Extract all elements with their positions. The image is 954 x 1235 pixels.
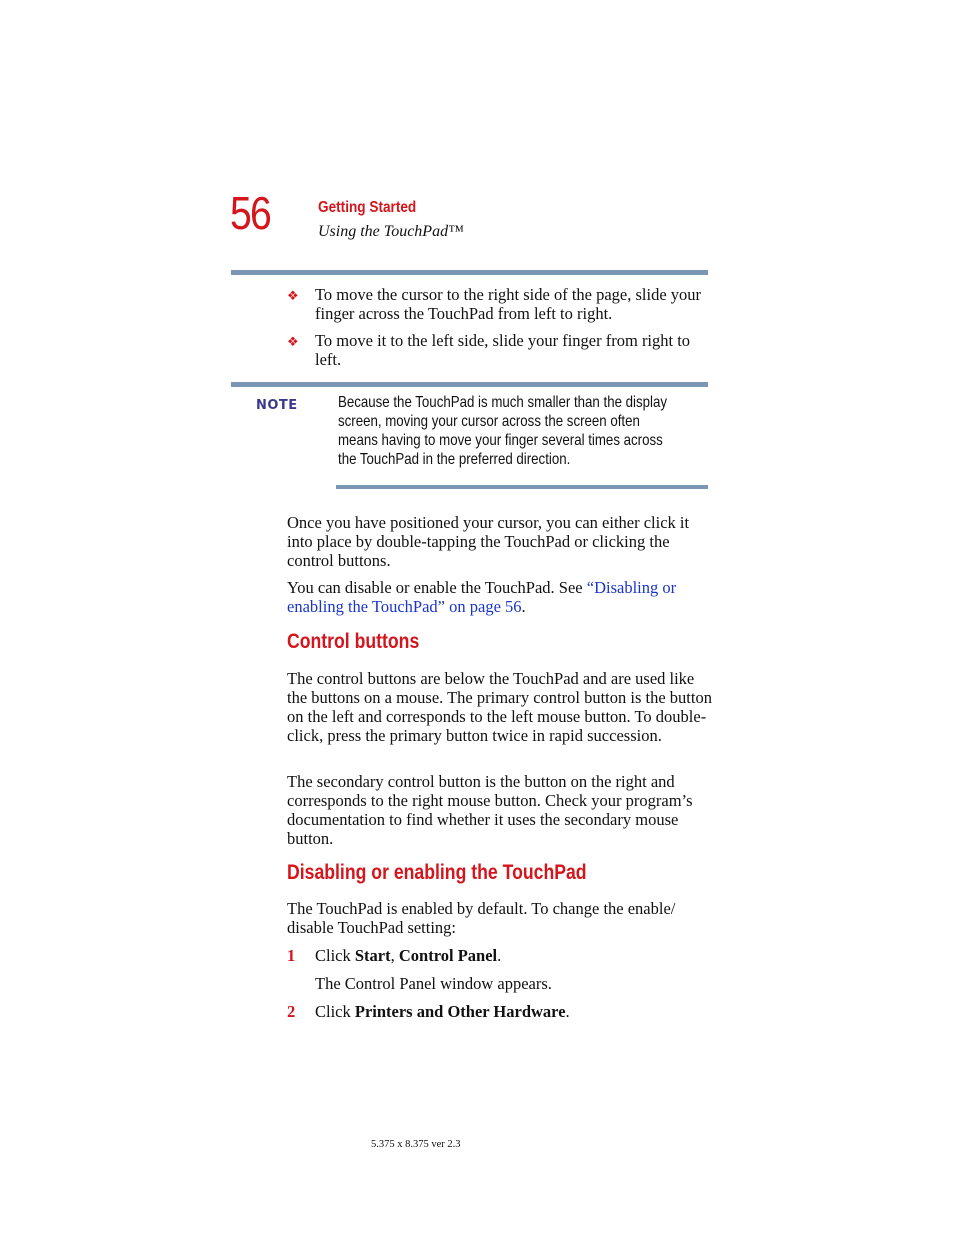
- diamond-bullet-icon: ❖: [287, 334, 299, 349]
- note-bottom-divider: [336, 485, 708, 489]
- ui-term-start: Start: [354, 946, 391, 965]
- step-separator: ,: [390, 946, 399, 965]
- cross-reference-link[interactable]: “Disabling or enabling the TouchPad” on page 56: [287, 578, 677, 616]
- step-suffix: .: [497, 946, 502, 965]
- chapter-title: Getting Started: [318, 199, 417, 216]
- ui-term-printers-hardware: Printers and Other Hardware: [354, 1002, 566, 1021]
- paragraph: Once you have positioned your cursor, you can either click it into place by double-tapping the TouchPad or clicking the control buttons.: [287, 513, 690, 570]
- paragraph: The control buttons are below the TouchPad and are used like the buttons on a mouse. The primary control button is the button on the left and corresponds to the left mouse button. To double-click, press the primary button twice in rapid succession.: [287, 669, 712, 745]
- paragraph: The TouchPad is enabled by default. To change the enable/ disable TouchPad setting:: [287, 899, 676, 937]
- paragraph: The secondary control button is the button on the right and corresponds to the right mouse button. Check your program’s documentation to find whether it uses the secondary mouse button.: [287, 772, 693, 848]
- page-number: 56: [230, 187, 271, 239]
- paragraph-text: You can disable or enable the TouchPad. See: [287, 578, 587, 597]
- note-text: Because the TouchPad is much smaller than the display screen, moving your cursor across the screen often means having to move your finger several times across the TouchPad in the preferred direction.: [338, 394, 667, 468]
- step-number: 2: [287, 1002, 296, 1021]
- diamond-bullet-icon: ❖: [287, 288, 299, 303]
- heading-control-buttons: Control buttons: [287, 630, 420, 653]
- bullet-item: [287, 285, 717, 325]
- paragraph-text: .: [521, 597, 526, 616]
- step-text: [315, 1002, 570, 1022]
- top-divider: [231, 270, 708, 275]
- heading-disabling-touchpad: Disabling or enabling the TouchPad: [287, 861, 587, 884]
- note-top-divider: [231, 382, 708, 387]
- section-title: Using the TouchPad™: [318, 223, 464, 240]
- step-suffix: .: [565, 1002, 570, 1021]
- note-label: NOTE: [256, 398, 298, 413]
- ui-term-control-panel: Control Panel: [398, 946, 498, 965]
- bullet-item: [287, 331, 717, 371]
- bullet-text: To move it to the left side, slide your finger from right to left.: [315, 331, 691, 369]
- step-prefix: Click: [315, 1002, 355, 1021]
- paragraph-with-link: [287, 578, 712, 616]
- step-prefix: Click: [315, 946, 355, 965]
- footer-version: 5.375 x 8.375 ver 2.3: [371, 1139, 461, 1150]
- step-number: 1: [287, 946, 296, 965]
- step-result: The Control Panel window appears.: [315, 974, 552, 993]
- step-text: [315, 946, 501, 966]
- bullet-text: To move the cursor to the right side of the page, slide your finger across the TouchPad from left to right.: [315, 285, 702, 323]
